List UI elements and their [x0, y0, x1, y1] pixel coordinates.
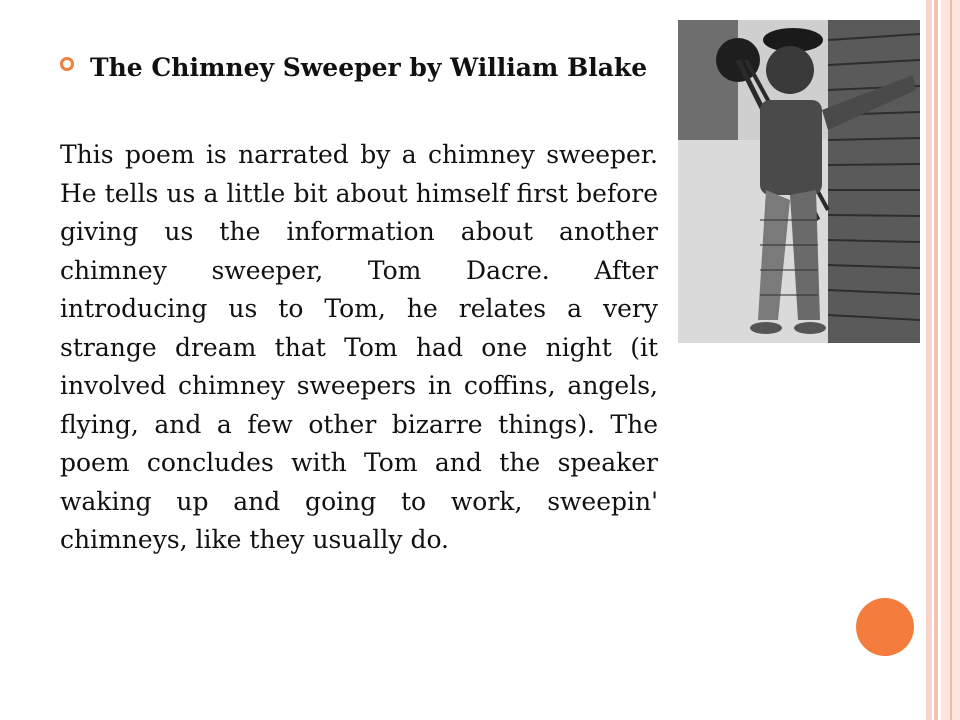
- chimney-sweep-illustration: [678, 20, 920, 343]
- decorative-stripe: [926, 0, 932, 720]
- slide-title: The Chimney Sweeper by William Blake: [90, 53, 648, 82]
- decorative-stripe: [934, 0, 938, 720]
- decorative-stripe: [950, 0, 952, 720]
- decorative-circle: [856, 598, 914, 656]
- chimney-sweep-photo: [678, 20, 920, 343]
- brick-wall: [828, 20, 920, 343]
- body-paragraph: This poem is narrated by a chimney sweeper. He tells us a little bit about himself first before giving us the information about another chimney sweeper, Tom Dacre. After introducing us to Tom, he relates a very strange dream that Tom had one night (it involved chimney sweepers in coffins, angels, flying, and a few other bizarre things). The poem concludes with Tom and the speaker waking up and going to work, sweepin' chimneys, like they usually do.: [60, 140, 658, 554]
- bullet-icon: [60, 57, 74, 71]
